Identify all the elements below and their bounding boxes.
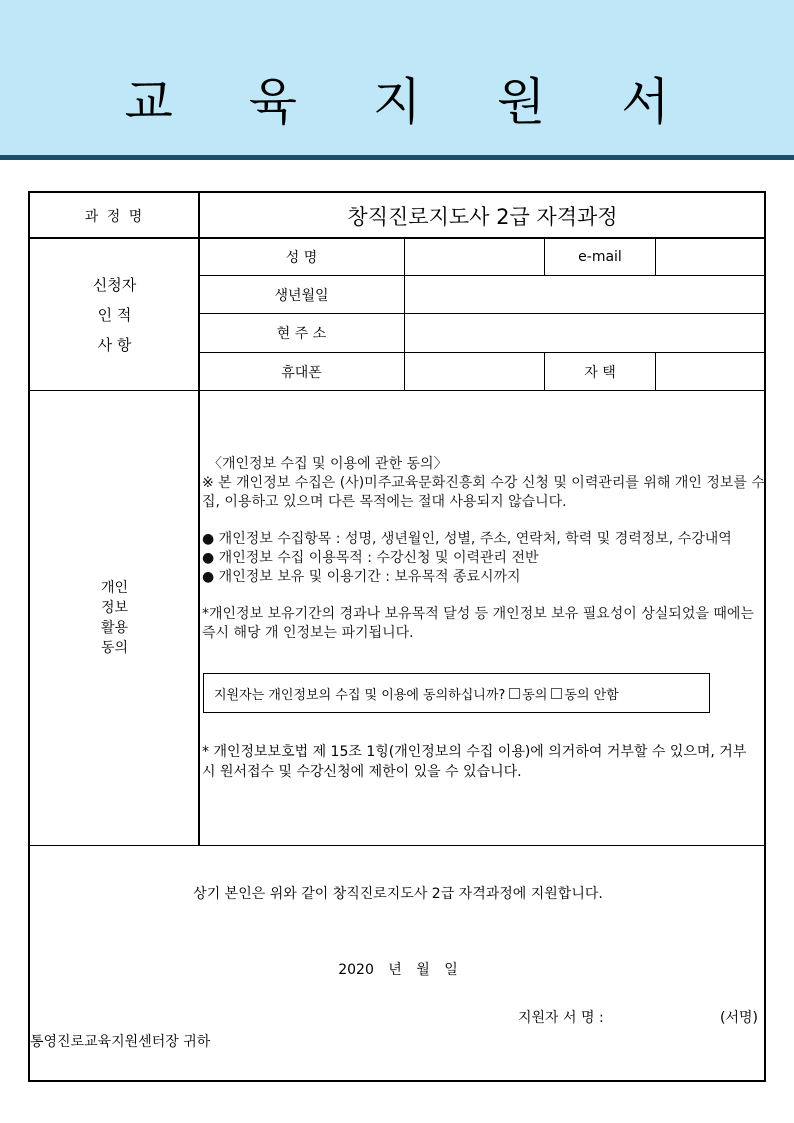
consent-section-label: 개인 정보 활용 동의 [100, 580, 129, 656]
law-note: * 개인정보보호법 제 15조 1힝(개인정보의 수집 이용)에 의거하여 거부할 수 있으며, 거부 시 원서접수 및 수강신청에 제한이 있을 수 있습니다. [202, 744, 747, 780]
retention-note: *개인정보 보유기간의 경과나 보유목적 달성 등 개인정보 보유 필요성이 상실되었을 때에는 즉시 해당 개 인정보는 파기됩니다. [202, 606, 754, 641]
consent-item: ● 개인정보 수집 이용목적 : 수강신청 및 이력관리 전반 [202, 550, 539, 566]
mobile-input[interactable] [405, 353, 544, 390]
course-name-label: 과 정 명 [84, 208, 145, 225]
name-input[interactable] [405, 238, 544, 275]
consent-item: ● 개인정보 보유 및 이용기간 : 보유목적 종료시까지 [202, 569, 521, 585]
header-banner [0, 0, 794, 155]
home-phone-input[interactable] [656, 353, 766, 390]
email-input[interactable] [656, 238, 766, 275]
document-title: 교 육 지 원 서 [124, 73, 700, 131]
header-divider [0, 155, 794, 160]
application-form [28, 191, 766, 1082]
course-name-value: 창직진로지도사 2급 자격과정 [347, 204, 618, 229]
row-divider [30, 845, 766, 846]
consent-notice: ※ 본 개인정보 수집은 (사)미주교육문화진흥회 수강 신청 및 이력관리를 위해 개인 정보를 수집, 이용하고 있으며 다른 목적에는 절대 사용되지 않습니다. [202, 475, 765, 510]
email-label: e-mail [578, 248, 622, 265]
address-input[interactable] [405, 314, 766, 352]
birthdate-label: 생년월일 [274, 287, 329, 304]
application-statement: 상기 본인은 위와 같이 창직진로지도사 2급 자격과정에 지원합니다. [193, 886, 603, 902]
consent-text [202, 455, 766, 643]
name-label: 성 명 [285, 249, 318, 266]
applicant-section-label: 신청자 인 적 사 항 [92, 275, 137, 354]
agree-checkbox[interactable] [509, 688, 520, 699]
signature-label: 지원자 서 명 : [518, 1010, 604, 1026]
disagree-label: 동의 안함 [564, 687, 619, 703]
consent-question: 지원자는 개인정보의 수집 및 이용에 동의하십니까? [214, 687, 506, 703]
consent-heading: 〈개인정보 수집 및 이용에 관한 동의〉 [208, 456, 448, 472]
agree-label: 동의 [522, 687, 548, 703]
application-date: 2020 년 월 일 [338, 962, 458, 978]
consent-item: ● 개인정보 수집항목 : 성명, 생년월인, 성별, 주소, 연락처, 학력 및 경력정보, 수강내역 [202, 531, 732, 547]
signature-seal-label: (서명) [720, 1010, 758, 1026]
home-phone-label: 자 택 [584, 364, 616, 381]
birthdate-input[interactable] [405, 276, 766, 313]
consent-question-box [203, 673, 710, 713]
mobile-label: 휴대폰 [281, 364, 322, 381]
address-label: 현 주 소 [276, 326, 327, 342]
recipient-line: 통영진로교육지원센터장 귀하 [30, 1034, 211, 1050]
disagree-checkbox[interactable] [551, 688, 562, 699]
